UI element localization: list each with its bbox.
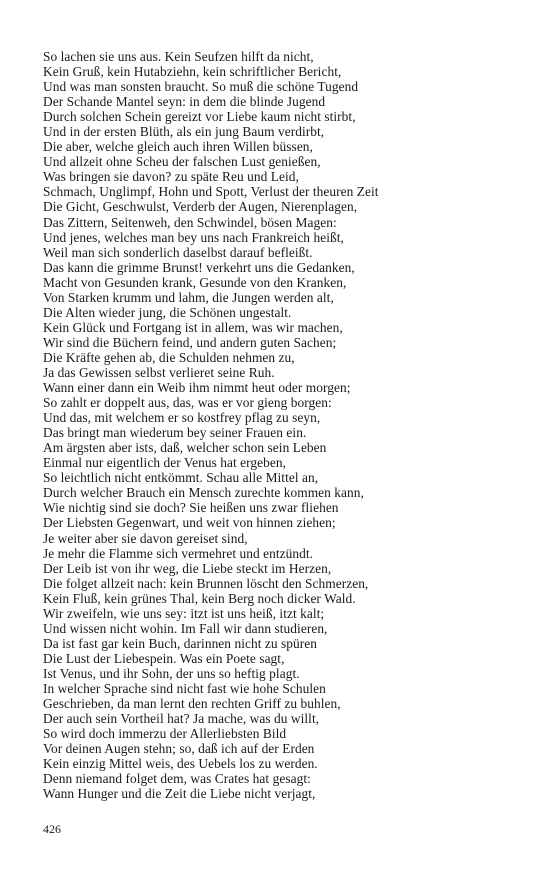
verse-line: Die Gicht, Geschwulst, Verderb der Augen, Nierenplagen, — [43, 199, 358, 215]
verse-line: Kein Fluß, kein grünes Thal, kein Berg noch dicker Wald. — [43, 590, 356, 606]
verse-line: Wann einer dann ein Weib ihm nimmt heut oder morgen; — [43, 380, 351, 396]
verse-line: Und was man sonsten braucht. So muß die schöne Tugend — [43, 79, 359, 95]
verse-line: Wie nichtig sind sie doch? Sie heißen uns zwar fliehen — [43, 500, 339, 516]
verse-line: Je weiter aber sie davon gereiset sind, — [43, 530, 248, 546]
verse-line: Der Schande Mantel seyn: in dem die blinde Jugend — [43, 94, 326, 110]
verse-line: Macht von Gesunden krank, Gesunde von den Kranken, — [43, 274, 347, 290]
verse-line: Vor deinen Augen stehn; so, daß ich auf der Erden — [43, 741, 315, 757]
page-number: 426 — [43, 822, 61, 836]
verse-line: Und jenes, welches man bey uns nach Frankreich heißt, — [43, 229, 344, 245]
verse-line: Wann Hunger und die Zeit die Liebe nicht verjagt, — [43, 786, 316, 802]
poem-text — [43, 49, 533, 801]
verse-line: Der Leib ist von ihr weg, die Liebe steckt im Herzen, — [43, 560, 332, 576]
verse-line: So wird doch immerzu der Allerliebsten Bild — [43, 726, 287, 742]
verse-line: So lachen sie uns aus. Kein Seufzen hilft da nicht, — [43, 49, 314, 64]
verse-line: Was bringen sie davon? zu späte Reu und Leid, — [43, 169, 299, 185]
verse-line: Kein Glück und Fortgang ist in allem, was wir machen, — [43, 319, 343, 335]
verse-line: Die aber, welche gleich auch ihren Willen büssen, — [43, 139, 313, 155]
verse-line: Durch solchen Schein gereizt vor Liebe kaum nicht stirbt, — [43, 109, 356, 125]
verse-line: Die Kräfte gehen ab, die Schulden nehmen zu, — [43, 349, 295, 365]
verse-line: Ist Venus, und ihr Sohn, der uns so heftig plagt. — [43, 665, 300, 681]
verse-line: Und das, mit welchem er so kostfrey pflag zu seyn, — [43, 410, 321, 426]
verse-line: Kein einzig Mittel weis, des Uebels los zu werden. — [43, 756, 318, 772]
verse-line: Geschrieben, da man lernt den rechten Griff zu buhlen, — [43, 696, 341, 712]
verse-line: In welcher Sprache sind nicht fast wie hohe Schulen — [43, 680, 326, 696]
verse-line: Durch welcher Brauch ein Mensch zurechte kommen kann, — [43, 485, 364, 501]
verse-line: Das bringt man wiederum bey seiner Frauen ein. — [43, 425, 307, 441]
verse-line: So leichtlich nicht entkömmt. Schau alle Mittel an, — [43, 470, 319, 486]
verse-line: Die Alten wieder jung, die Schönen ungestalt. — [43, 304, 292, 320]
verse-line: Weil man sich sonderlich daselbst darauf befleißt. — [43, 244, 313, 260]
verse-line: Der Liebsten Gegenwart, und weit von hinnen ziehen; — [43, 515, 336, 531]
verse-line: Die Lust der Liebespein. Was ein Poete sagt, — [43, 650, 285, 666]
verse-line: Und in der ersten Blüth, als ein jung Baum verdirbt, — [43, 124, 325, 140]
verse-line: Einmal nur eigentlich der Venus hat ergeben, — [43, 455, 287, 471]
verse-line: Das Zittern, Seitenweh, den Schwindel, bösen Magen: — [43, 214, 337, 230]
verse-line: Und wissen nicht wohin. Im Fall wir dann studieren, — [43, 620, 328, 636]
verse-line: Wir sind die Büchern feind, und andern guten Sachen; — [43, 334, 337, 350]
verse-line: Schmach, Unglimpf, Hohn und Spott, Verlust der theuren Zeit — [43, 184, 379, 200]
verse-line: Und allzeit ohne Scheu der falschen Lust genießen, — [43, 154, 321, 170]
verse-line: So zahlt er doppelt aus, das, was er vor gieng borgen: — [43, 395, 332, 411]
verse-line: Das kann die grimme Brunst! verkehrt uns die Gedanken, — [43, 259, 355, 275]
verse-line: Ja das Gewissen selbst verlieret seine Ruh. — [43, 364, 275, 380]
verse-line: Die folget allzeit nach: kein Brunnen löscht den Schmerzen, — [43, 575, 369, 591]
verse-line: Denn niemand folget dem, was Crates hat gesagt: — [43, 771, 311, 787]
verse-line: Wir zweifeln, wie uns sey: itzt ist uns heiß, itzt kalt; — [43, 605, 325, 621]
verse-line: Da ist fast gar kein Buch, darinnen nicht zu spüren — [43, 635, 318, 651]
verse-line: Der auch sein Vortheil hat? Ja mache, was du willt, — [43, 711, 320, 727]
verse-line: Kein Gruß, kein Hutabziehn, kein schriftlicher Bericht, — [43, 64, 342, 80]
verse-line: Von Starken krumm und lahm, die Jungen werden alt, — [43, 289, 334, 305]
verse-line: Am ärgsten aber ists, daß, welcher schon sein Leben — [43, 440, 327, 456]
verse-line: Je mehr die Flamme sich vermehret und entzündt. — [43, 545, 314, 561]
